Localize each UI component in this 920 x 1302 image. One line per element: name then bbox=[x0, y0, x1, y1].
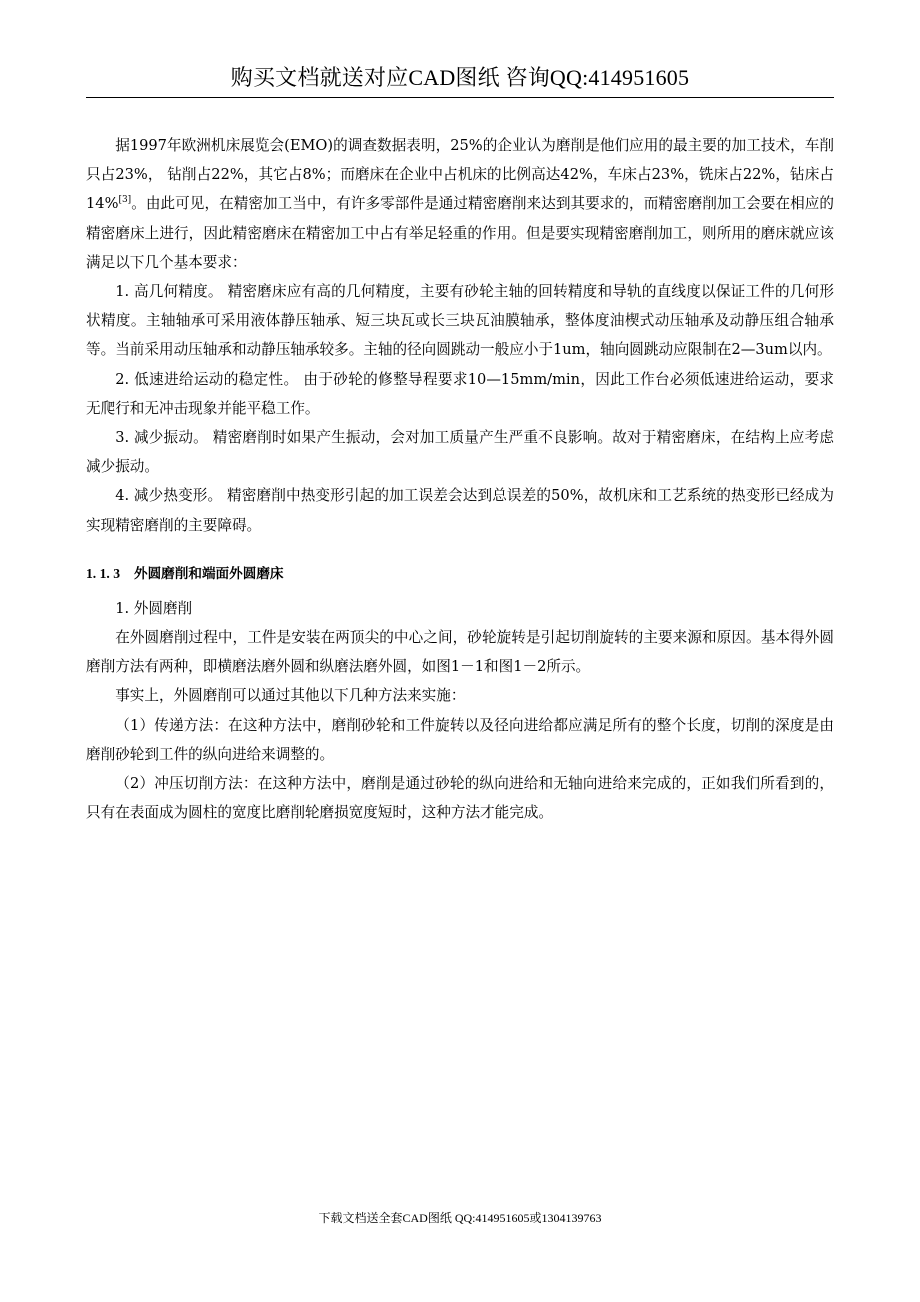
paragraph-methods-intro: 事实上，外圆磨削可以通过其他以下几种方法来实施： bbox=[115, 687, 466, 705]
section-number: 1. 1. 3 bbox=[86, 565, 120, 581]
paragraph-method-traverse: （1）传递方法：在这种方法中，磨削砂轮和工件旋转以及径向进给都应满足所有的整个长度，切削的深度是由磨削砂轮到工件的纵向进给来调整的。 bbox=[86, 716, 834, 763]
intro-text-part2: 。由此可见，在精密加工当中，有许多零部件是通过精密磨削来达到其要求的，而精密磨削加工会要在相应的精密磨床上进行，因此精密磨床在精密加工中占有举足轻重的作用。但是要实现精密磨削加工，则所用的磨床就应该满足以下几个基本要求： bbox=[86, 195, 834, 271]
requirement-geometric-accuracy: 1. 高几何精度。 精密磨床应有高的几何精度，主要有砂轮主轴的回转精度和导轨的直线度以保证工件的几何形状精度。主轴轴承可采用液体静压轴承、短三块瓦或长三块瓦油膜轴承，整体度油楔式动压轴承及动静压组合轴承等。当前采用动压轴承和动静压轴承较多。主轴的径向圆跳动一般应小于1um，轴向圆跳动应限制在2—3um以内。 bbox=[86, 283, 834, 359]
intro-text-part1: 据1997年欧洲机床展览会(EMO)的调查数据表明，25%的企业认为磨削是他们应用的最主要的加工技术，车削只占23%， 钻削占22%，其它占8%；而磨床在企业中占机床的比例高达42%，车床占23%，铣床占22%，钻床占14% bbox=[86, 137, 834, 213]
requirement-reduce-vibration: 3. 减少振动。 精密磨削时如果产生振动，会对加工质量产生严重不良影响。故对于精密磨床，在结构上应考虑减少振动。 bbox=[86, 429, 834, 476]
page-header-title: 购买文档就送对应CAD图纸 咨询QQ:414951605 bbox=[230, 65, 690, 90]
section-title: 外圆磨削和端面外圆磨床 bbox=[133, 565, 284, 582]
page-footer: 下载文档送全套CAD图纸 QQ:414951605或1304139763 bbox=[318, 1211, 602, 1225]
requirement-reduce-thermal-deformation: 4. 减少热变形。 精密磨削中热变形引起的加工误差会达到总误差的50%，故机床和工艺系统的热变形已经成为实现精密磨削的主要障碍。 bbox=[86, 487, 834, 534]
citation-reference[interactable]: [3] bbox=[118, 195, 132, 206]
paragraph-method-plunge: （2）冲压切削方法：在这种方法中，磨削是通过砂轮的纵向进给和无轴向进给来完成的，正如我们所看到的，只有在表面成为圆柱的宽度比磨削轮磨损宽度短时，这种方法才能完成。 bbox=[86, 775, 834, 822]
header-divider bbox=[86, 97, 834, 98]
requirement-low-speed-feed: 2. 低速进给运动的稳定性。 由于砂轮的修整导程要求10—15mm/min，因此工作台必须低速进给运动，要求无爬行和无冲击现象并能平稳工作。 bbox=[86, 370, 834, 417]
section-heading bbox=[86, 560, 834, 588]
intro-paragraph bbox=[86, 131, 834, 277]
paragraph-external-grinding: 在外圆磨削过程中，工件是安装在两顶尖的中心之间，砂轮旋转是引起切削旋转的主要来源和原因。基本得外圆磨削方法有两种，即横磨法磨外圆和纵磨法磨外圆，如图1－1和图1－2所示。 bbox=[86, 629, 834, 676]
document-body bbox=[86, 131, 834, 827]
subsection-title: 1. 外圆磨削 bbox=[115, 599, 193, 617]
